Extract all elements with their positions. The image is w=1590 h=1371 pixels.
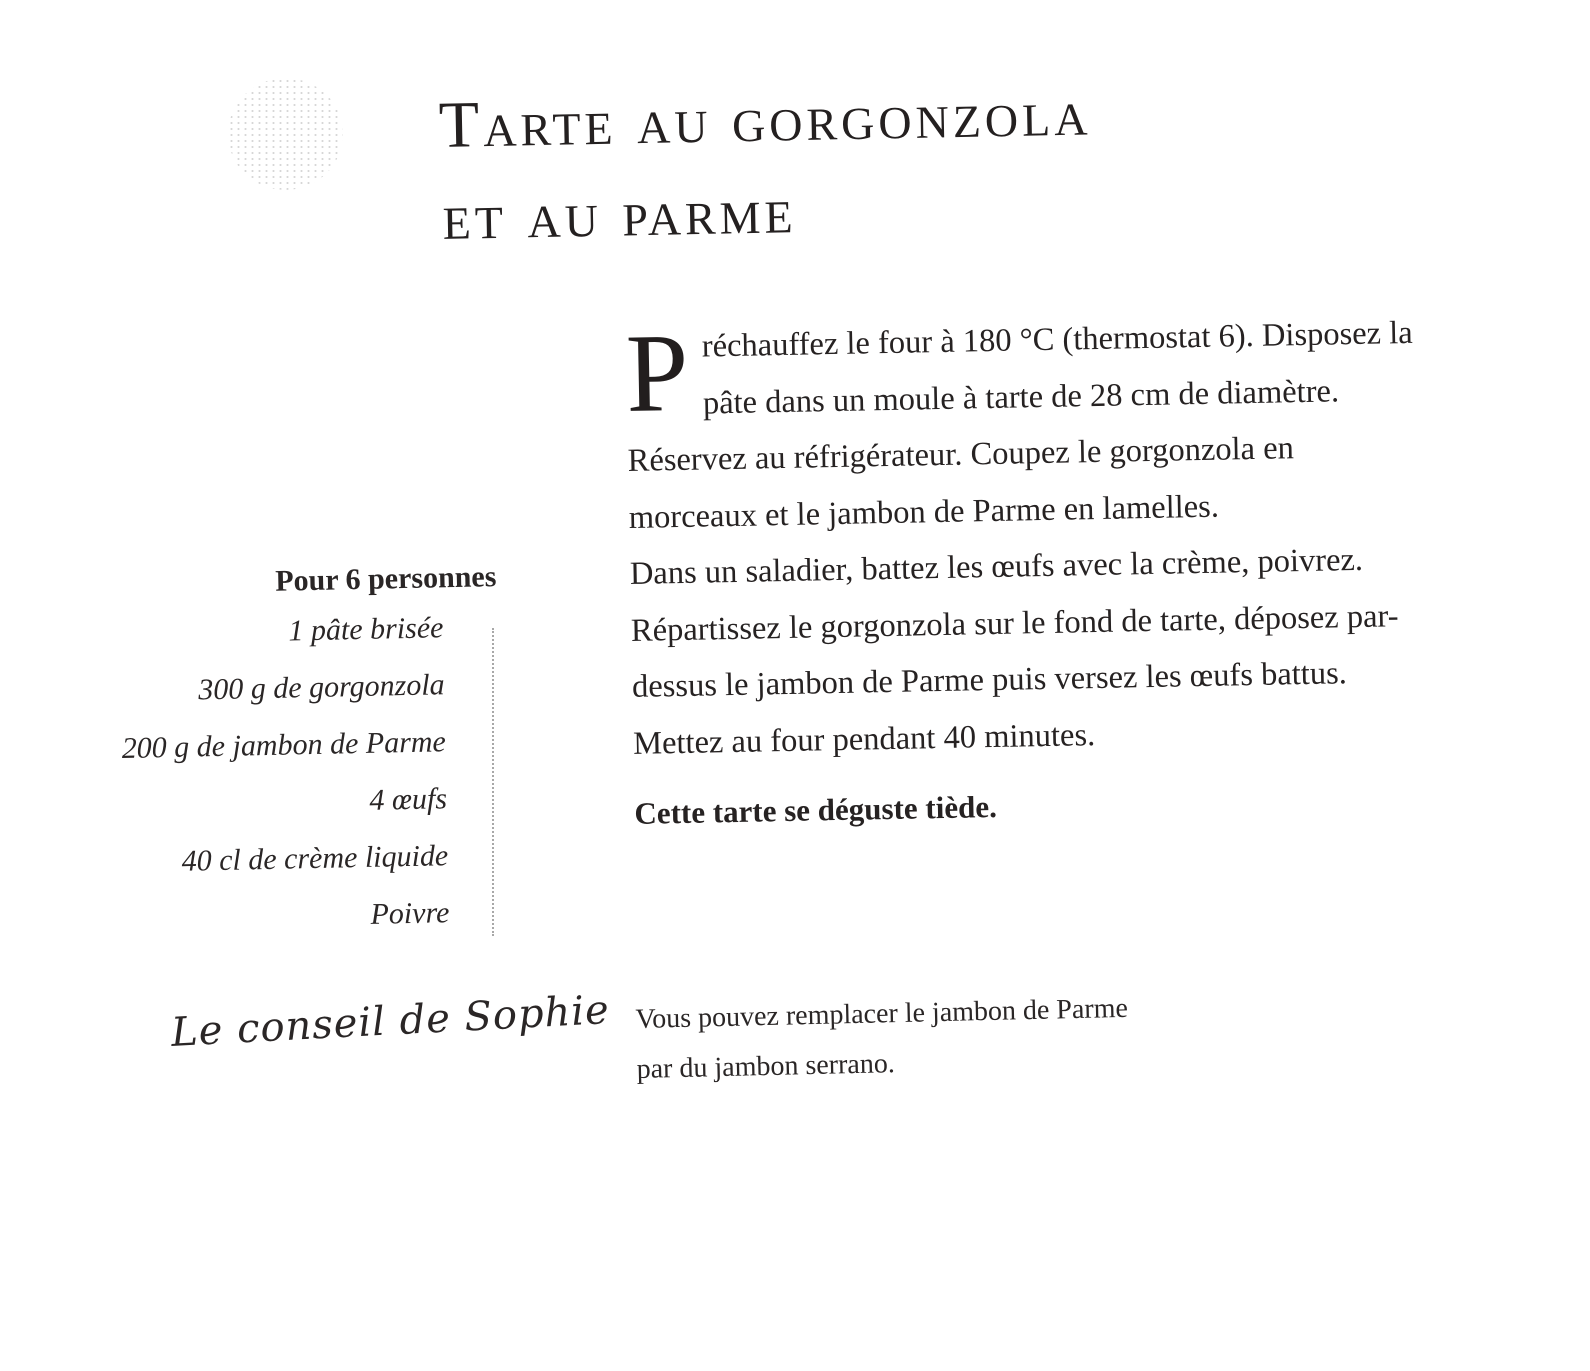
recipe-title [438,67,1094,263]
decorative-speckle [228,78,343,190]
tip-title: Le conseil de Sophie [170,987,611,1056]
instruction-paragraph-3: Mettez au four pendant 40 minutes. [632,716,1096,762]
ingredient-item: 40 cl de crème liquide [181,839,449,878]
tip-line-2: par du jambon serrano. [636,1048,896,1085]
dotted-divider [492,628,494,936]
instruction-paragraph-1 [625,305,1419,546]
tip-text [635,979,1337,1095]
instructions [625,305,1425,843]
servings-heading: Pour 6 personnes [274,560,497,598]
serving-note: Cette tarte se déguste tiède. [634,788,998,831]
ingredients-panel [40,560,510,950]
ingredient-item: 1 pâte brisée [288,611,444,648]
instruction-paragraph-2: Dans un saladier, battez les œufs avec la crème, poivrez. Répartissez le gorgonzola sur le fond de tarte, déposez par-dessus le jambon de Parme puis versez les œufs battus. [629,541,1399,705]
tip-line-1: Vous pouvez remplacer le jambon de Parme [635,992,1129,1035]
ingredient-item: 300 g de gorgonzola [197,668,445,707]
ingredient-item: 200 g de jambon de Parme [121,725,447,766]
recipe-title-line-2: et au parme [441,174,798,254]
ingredient-list [41,598,510,950]
drop-cap: P [624,310,690,436]
instruction-text-1: réchauffez le four à 180 °C (thermostat 6). Disposez la pâte dans un moule à tarte de 28 cm de diamètre. Réservez au réfrigérateur. Coupez le gorgonzola en morceaux et le jambon de Parme en lamelles. [627,314,1413,536]
ingredient-item: Poivre [370,896,450,931]
ingredient-item: 4 œufs [369,782,448,817]
recipe-title-line-1: Tarte au gorgonzola [438,76,1092,162]
